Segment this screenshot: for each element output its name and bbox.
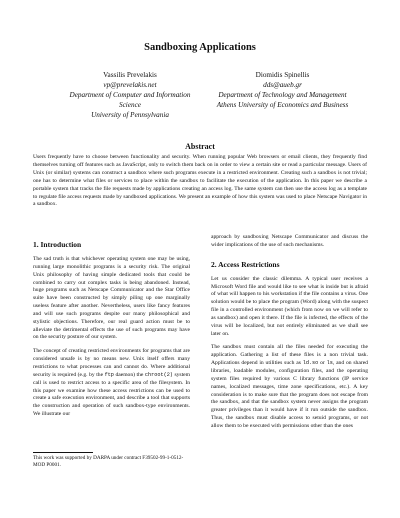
intro-continuation: approach by sandboxing Netscape Communicator and discuss the wider implications of the use of such mechanisms. [211,234,368,248]
code-ftp: ftp [104,371,114,378]
right-column [211,234,368,437]
code-chroot: chroot(2) [144,371,173,378]
access-paragraph-2 [211,344,368,430]
text-run: The concept of creating restricted environments for programs that are considered unsafe is by no means new. Unix itself offers many restrictions to what processes can and cannot do. Where additional security is required (e.g. by the [33,348,190,378]
author-department: Department of Technology and Management [218,91,347,99]
code-ld-so: ld.so [302,360,319,367]
author-organization: University of Pennsylvania [91,111,169,119]
author-email: dds@aueb.gr [263,81,302,89]
text-run: system call is used to restrict access to a specific area of the filesystem. In this paper we examine how these access restrictions can be used to create a safe execution environment, and describe a tool that supports the construction and operation of such sandbox-type environments. We illustrate our [33,371,190,418]
author-block-1 [60,70,200,120]
author-organization: Athens University of Economics and Business [216,101,349,109]
paper-title: Sandboxing Applications [144,42,256,53]
footnote-rule [33,452,93,453]
author-name: Diomidis Spinellis [255,71,310,79]
text-run: or [318,360,327,367]
abstract-text: Users frequently have to choose between functionality and security. When running popular Web browsers or email clients, they frequently find themselves turning off features such as JavaScript, only to switch them back on in order to view a certain site or read a particular message. Users of Unix (or similar) systems can construct a sandbox where such programs execute in a restricted environment. Creating such a sandbox is not trivial; one has to determine what files or services to place within the sandbox to facilitate the execution of the application. In this paper we describe a portable system that tracks the file requests made by applications creating an access log. The same system can then use the access log as a template to regulate file access requests made by sandboxed applications. We present an example of how this system was used to place Netscape Navigator in a sandbox. [33,154,367,208]
left-column [33,240,190,425]
access-paragraph-1: Let us consider the classic dilemma. A typical user receives a Microsoft Word file and would like to see what is inside but is afraid of what will happen to his workstation if the file contains a virus. One solution would be to place the program (Word) along with the suspect file in a controlled environment (which from now on we will refer to as sandbox) and open it there. If the file is infected, the effects of the virus will be localized, but not entirely eliminated as we shall see later on. [211,275,368,337]
text-run: The sandbox must contain all the files needed for executing the application. Gathering a list of these files is a non trivial task. Applications depend in utilities such as [211,344,368,367]
footnote: This work was supported by DARPA under contract F39502-99-1-0512-MOD P0001. [33,455,184,468]
intro-paragraph-2 [33,348,190,419]
author-name: Vassilis Prevelakis [103,71,157,79]
author-department: Department of Computer and Information Science [69,91,191,109]
author-block-2 [210,70,355,110]
author-email: vp@prevelakis.net [103,81,157,89]
code-ls: ls [326,360,333,367]
section-heading-access-restrictions: 2. Access Restrictions [211,259,280,269]
intro-paragraph-1: The sad truth is that whichever operating system one may be using, running large monolithic programs is a security risk. The original Unix philosophy of having simple dedicated tools that could be combined to carry out complex tasks is being abandoned. Instead, huge programs such as Netscape Communicator and the Star Office suite have been constructed by simply piling up one marginally useless feature after another. Nevertheless, users like fancy features and will use such programs despite our many philosophical and stylistic objections. Therefore, our real guard action must be to alleviate the detrimental effects the use of such programs may have on the security posture of our system. [33,256,190,341]
section-heading-introduction: 1. Introduction [33,240,82,249]
text-run: daemon) the [113,371,145,378]
abstract-heading: Abstract [185,142,215,151]
text-run: , and on shared libraries, loadable modules, configuration files, and the operating system files required by various C library functions (IP service names, localized messages, time zone specifications, etc.). A key consideration is to make sure that the program does not escape from the sandbox, and that the sandbox system never assigns the program greater privileges than it would have if it run outside the sandbox. Thus, the sandbox must disable access to setuid programs, or not allow them to be executed with permissions other than the ones [211,360,368,429]
